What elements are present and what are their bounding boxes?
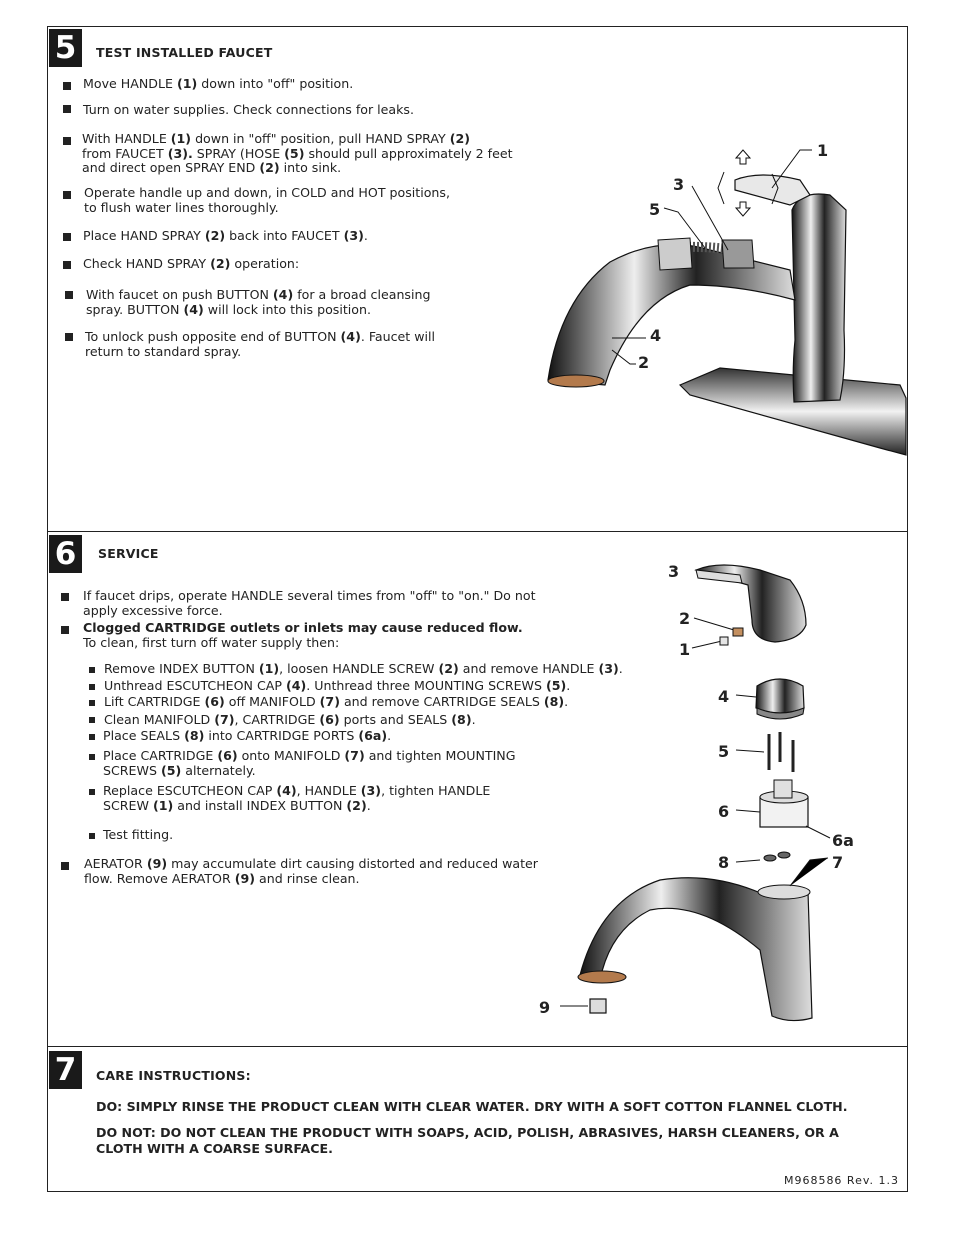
service-substep: Unthread ESCUTCHEON CAP (4). Unthread three MOUNTING SCREWS (5). (104, 678, 571, 693)
test-step: Check HAND SPRAY (2) operation: (83, 256, 300, 271)
section-heading-service: SERVICE (98, 546, 159, 561)
care-do-not: DO NOT: DO NOT CLEAN THE PRODUCT WITH SOAPS, ACID, POLISH, ABRASIVES, HARSH CLEANERS, OR A CLOTH WITH A COARSE SURFACE. (96, 1125, 839, 1156)
callout-label: 6a (832, 831, 854, 850)
callout-label: 3 (673, 175, 685, 194)
callout-label: 4 (718, 687, 730, 706)
service-substep: Remove INDEX BUTTON (1), loosen HANDLE SCREW (2) and remove HANDLE (3). (104, 661, 623, 676)
service-substep: Place CARTRIDGE (6) onto MANIFOLD (7) and tighten MOUNTING SCREWS (5) alternately. (103, 748, 516, 778)
document-revision: M968586 Rev. 1.3 (783, 1174, 899, 1187)
callout-label: 5 (718, 742, 730, 761)
service-step: AERATOR (9) may accumulate dirt causing distorted and reduced water flow. Remove AERATOR (9) and rinse clean. (84, 856, 538, 886)
service-substep: Lift CARTRIDGE (6) off MANIFOLD (7) and remove CARTRIDGE SEALS (8). (104, 694, 569, 709)
callout-label: 3 (668, 562, 680, 581)
exploded-view-illustration (540, 555, 908, 1025)
step-number-5: 5 (49, 29, 82, 67)
callout-label: 9 (539, 998, 551, 1017)
test-step: Operate handle up and down, in COLD and HOT positions, to flush water lines thoroughly. (84, 185, 450, 215)
callout-label: 8 (718, 853, 730, 872)
section-heading-test: TEST INSTALLED FAUCET (96, 45, 273, 60)
care-do: DO: SIMPLY RINSE THE PRODUCT CLEAN WITH CLEAR WATER. DRY WITH A SOFT COTTON FLANNEL CLOTH. (96, 1099, 848, 1114)
test-step: Place HAND SPRAY (2) back into FAUCET (3). (83, 228, 368, 243)
callout-label: 6 (718, 802, 730, 821)
callout-label: 1 (817, 141, 829, 160)
test-step: Move HANDLE (1) down into "off" position. (83, 76, 354, 91)
service-step: Clogged CARTRIDGE outlets or inlets may cause reduced flow. To clean, first turn off water supply then: (83, 620, 523, 650)
service-substep: Place SEALS (8) into CARTRIDGE PORTS (6a). (103, 728, 392, 743)
section-divider (47, 1046, 908, 1047)
callout-label: 5 (649, 200, 661, 219)
callout-label: 2 (638, 353, 650, 372)
callout-label: 7 (832, 853, 844, 872)
callout-label: 4 (650, 326, 662, 345)
service-substep: Test fitting. (103, 827, 174, 842)
test-step: Turn on water supplies. Check connections for leaks. (83, 102, 414, 117)
step-number-7: 7 (49, 1051, 82, 1089)
test-step: With HANDLE (1) down in "off" position, pull HAND SPRAY (2) from FAUCET (3). SPRAY (HOSE (5) should pull approximately 2 feet and direct open SPRAY END (2) into sink. (82, 131, 513, 175)
service-step: If faucet drips, operate HANDLE several times from "off" to "on." Do not apply excessive force. (83, 588, 536, 618)
callout-label: 2 (679, 609, 691, 628)
section-heading-care: CARE INSTRUCTIONS: (96, 1068, 251, 1083)
callout-label: 1 (679, 640, 691, 659)
service-substep: Replace ESCUTCHEON CAP (4), HANDLE (3), tighten HANDLE SCREW (1) and install INDEX BUTTON (2). (103, 783, 491, 813)
test-step: With faucet on push BUTTON (4) for a broad cleansing spray. BUTTON (4) will lock into this position. (86, 287, 431, 317)
service-substep: Clean MANIFOLD (7), CARTRIDGE (6) ports and SEALS (8). (104, 712, 476, 727)
faucet-illustration (540, 135, 908, 460)
test-step: To unlock push opposite end of BUTTON (4). Faucet will return to standard spray. (85, 329, 436, 359)
step-number-6: 6 (49, 535, 82, 573)
section-divider (47, 531, 908, 532)
